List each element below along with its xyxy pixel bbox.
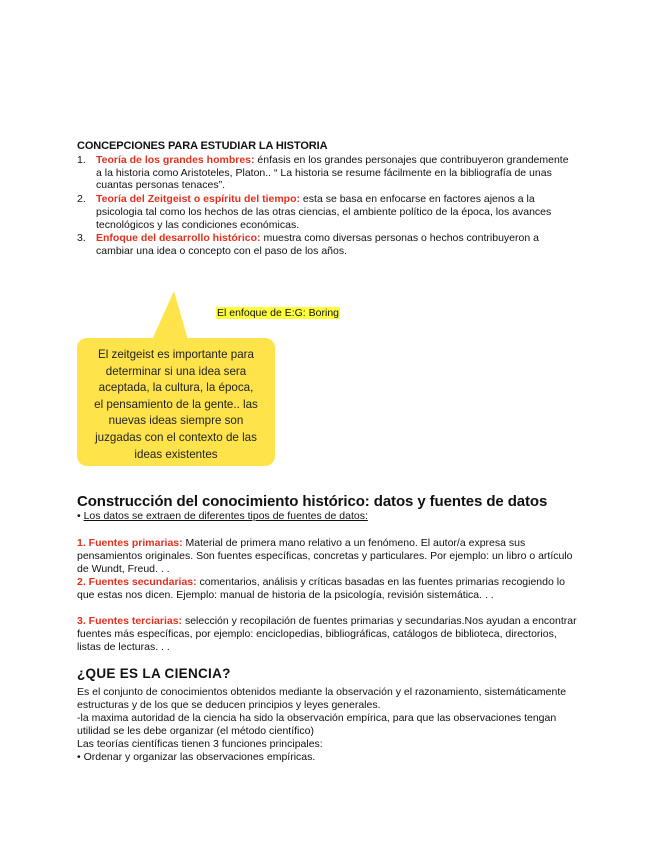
ciencia-definition: Es el conjunto de conocimientos obtenidos mediante la observación y el razonamiento, sistemáticamente estructuras y de los que se deducen principios y leyes generales. xyxy=(77,686,567,711)
item-text: énfasis en los grandes personajes que contribuyeron grandemente a la historia como Aristoteles, Platon.. “ La historia se resume fácilmente en la bibliografía de unas cuantas personas tenaces”. xyxy=(96,154,569,192)
list-item xyxy=(77,232,577,257)
ciencia-functions: Las teorías científicas tienen 3 funciones principales: xyxy=(77,738,323,750)
section-title-construccion: Construcción del conocimiento histórico: datos y fuentes de datos xyxy=(77,493,548,510)
callout-line: el pensamiento de la gente.. las xyxy=(94,397,258,411)
source-text: selección y recopilación de fuentes primarias y secundarias.Nos ayudan a encontrar fuentes más específicas, por ejemplo: enciclopedias, bibliográficas, catálogos de biblioteca, directorios, listas de lecturas. . . xyxy=(77,615,577,653)
highlight-note: El enfoque de E:G: Boring xyxy=(217,307,339,319)
callout-line: El zeitgeist es importante para xyxy=(98,348,254,361)
source-text: comentarios, análisis y críticas basadas en las fuentes primarias recogiendo lo que estas nos dicen. Ejemplo: manual de historia de la psicología, revisión sistemática. . . xyxy=(77,576,565,601)
term-fuentes-primarias: 1. Fuentes primarias: xyxy=(77,537,183,549)
bullet-text: Los datos se extraen de diferentes tipos de fuentes de datos: xyxy=(83,510,368,522)
callout-line: aceptada, la cultura, la época, xyxy=(98,381,254,395)
item-number: 3. xyxy=(77,232,86,245)
callout-text xyxy=(80,347,272,463)
source-text: Material de primera mano relativo a un fenómeno. El autor/a expresa sus pensamientos originales. Son fuentes específicas, concretas y particulares. Por ejemplo: un libro o artículo de Wundt, Freud. . . xyxy=(77,537,573,575)
ciencia-observation: -la maxima autoridad de la ciencia ha sido la observación empírica, para que las observaciones tengan utilidad se les debe organizar (el método científico) xyxy=(77,712,557,737)
callout-line: juzgadas con el contexto de las xyxy=(95,430,257,444)
item-number: 2. xyxy=(77,193,86,206)
source-primary xyxy=(77,537,577,575)
section-title-ciencia: ¿QUE ES LA CIENCIA? xyxy=(77,666,231,681)
ciencia-bullet: • Ordenar y organizar las observaciones empíricas. xyxy=(77,751,316,763)
item-text: muestra como diversas personas o hechos contribuyeron a cambiar una idea o concepto con el paso de los años. xyxy=(96,232,539,257)
list-item xyxy=(77,193,577,231)
term-grandes-hombres: Teoría de los grandes hombres: xyxy=(96,154,255,166)
term-fuentes-secundarias: 2. Fuentes secundarias: xyxy=(77,576,197,588)
bullet-datos: • Los datos se extraen de diferentes tipos de fuentes de datos: xyxy=(77,510,368,522)
term-zeitgeist: Teoría del Zeitgeist o espíritu del tiempo: xyxy=(96,193,301,206)
list-item xyxy=(77,154,577,192)
source-secondary xyxy=(77,576,577,602)
bullet-text: Ordenar y organizar las observaciones empíricas. xyxy=(83,751,316,763)
section-title-concepciones: CONCEPCIONES PARA ESTUDIAR LA HISTORIA xyxy=(77,140,328,152)
callout-line: nuevas ideas siempre son xyxy=(108,414,244,428)
source-tertiary xyxy=(77,615,577,653)
concepts-list xyxy=(77,154,577,259)
item-text: esta se basa en enfocarse en factores ajenos a la psicologia tal como los hechos de las otras ciencias, el ambiente político de la época, los avances tecnológicos y las condiciones económicas. xyxy=(96,193,552,231)
callout-line: determinar si una idea sera xyxy=(105,364,247,378)
item-number: 1. xyxy=(77,154,86,166)
term-fuentes-terciarias: 3. Fuentes terciarias: xyxy=(77,615,183,627)
term-desarrollo-historico: Enfoque del desarrollo histórico: xyxy=(96,232,261,245)
callout-line: ideas existentes xyxy=(134,447,218,461)
